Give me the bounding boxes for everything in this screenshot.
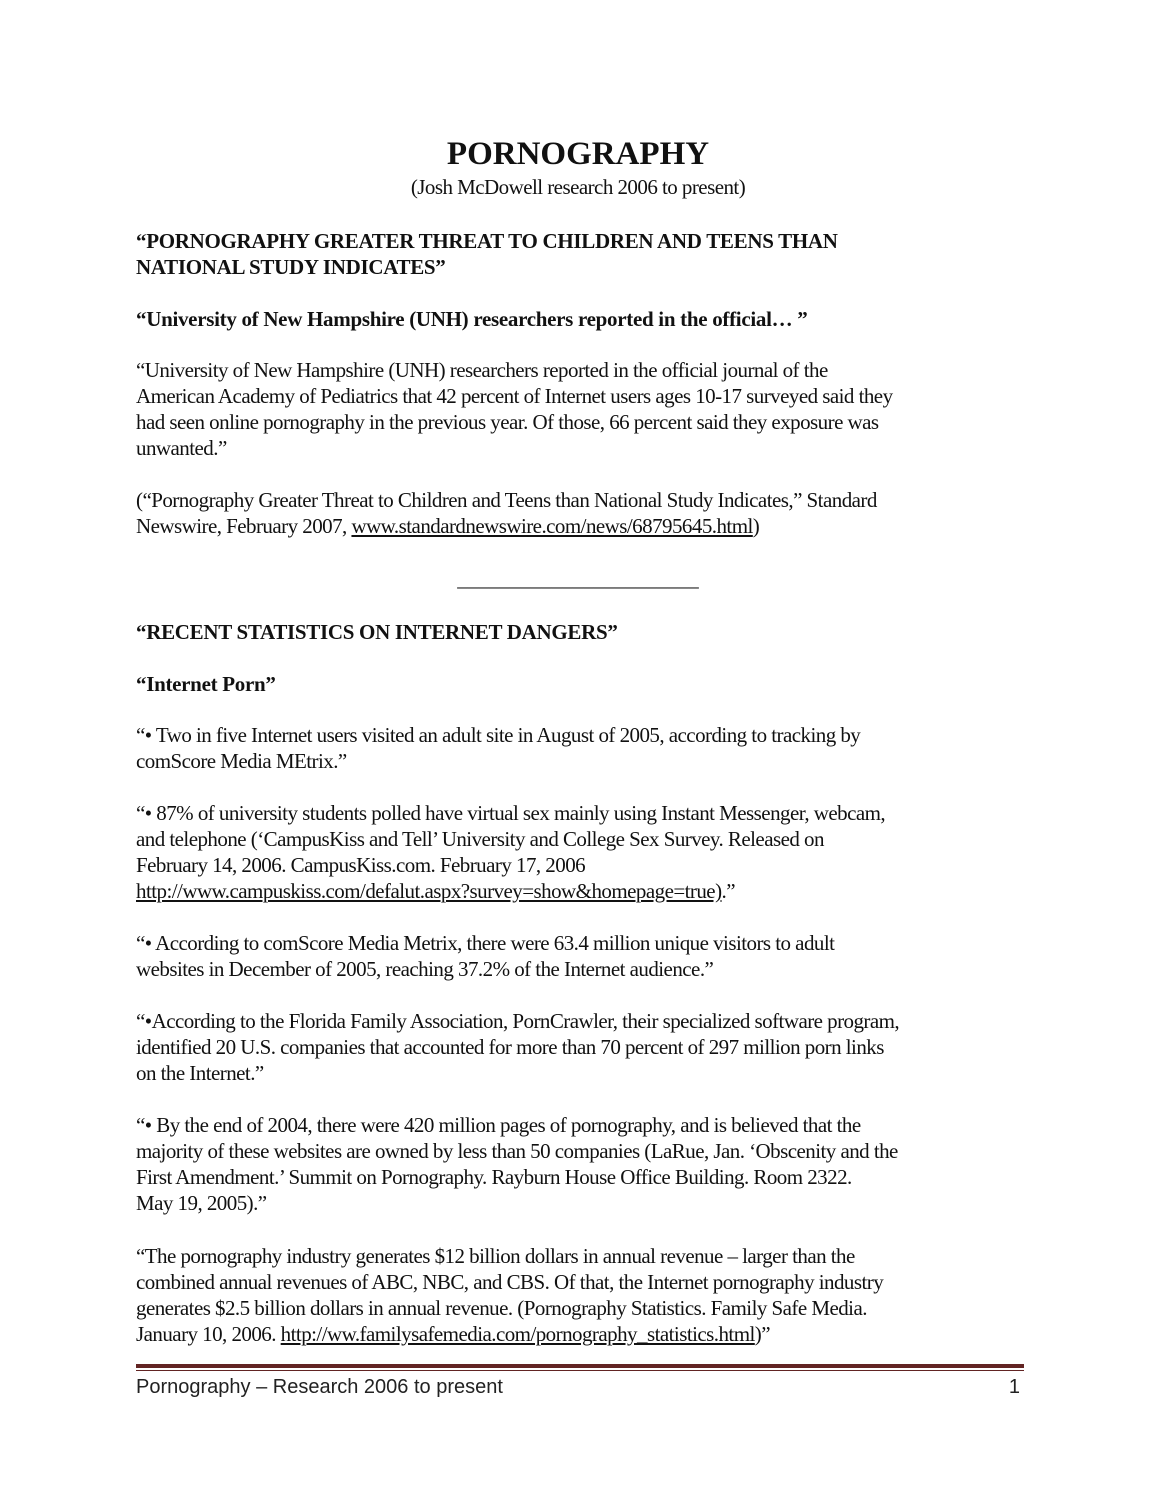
text-line — [136, 1321, 1036, 1347]
text-line: First Amendment.’ Summit on Pornography. Rayburn House Office Building. Room 2322. — [136, 1165, 852, 1189]
text-line: May 19, 2005).” — [136, 1191, 267, 1215]
stat-paragraph — [136, 1243, 1036, 1347]
text-line: “• 87% of university students polled have virtual sex mainly using Instant Messenger, webcam, — [136, 801, 886, 825]
text-line: (“Pornography Greater Threat to Children and Teens than National Study Indicates,” Standard — [136, 488, 877, 512]
text-line: February 14, 2006. CampusKiss.com. February 17, 2006 — [136, 853, 586, 877]
text-line: unwanted.” — [136, 436, 227, 460]
text-line: websites in December of 2005, reaching 37.2% of the Internet audience.” — [136, 957, 714, 981]
section2-heading: “RECENT STATISTICS ON INTERNET DANGERS” — [136, 620, 618, 644]
text-line — [136, 878, 1036, 904]
section2-subheading: “Internet Porn” — [136, 672, 276, 696]
text-line: “The pornography industry generates $12 billion dollars in annual revenue – larger than the — [136, 1244, 855, 1268]
text-line: identified 20 U.S. companies that accounted for more than 70 percent of 297 million porn links — [136, 1035, 884, 1059]
section1-citation — [136, 487, 1036, 539]
section1-paragraph — [136, 357, 1036, 461]
campuskiss-link[interactable]: http://www.campuskiss.com/defalut.aspx?survey=show&homepage=true) — [136, 879, 722, 903]
citation-text: ) — [752, 514, 760, 538]
stat-paragraph — [136, 1008, 1036, 1086]
citation-link[interactable]: www.standardnewswire.com/news/68795645.html — [351, 514, 753, 538]
footer-rule-thin — [136, 1370, 1024, 1371]
text-line: “University of New Hampshire (UNH) researchers reported in the official journal of the — [136, 358, 828, 382]
footer-title: Pornography – Research 2006 to present — [136, 1376, 503, 1398]
text-line: majority of these websites are owned by less than 50 companies (LaRue, Jan. ‘Obscenity and the — [136, 1139, 898, 1163]
text-line: American Academy of Pediatrics that 42 percent of Internet users ages 10-17 surveyed said they — [136, 384, 893, 408]
footer-rule — [136, 1364, 1024, 1368]
text-line: and telephone (‘CampusKiss and Tell’ University and College Sex Survey. Released on — [136, 827, 824, 851]
section-divider: _______________________ — [457, 567, 699, 591]
text-line: generates $2.5 billion dollars in annual revenue. (Pornography Statistics. Family Safe Media. — [136, 1296, 867, 1320]
citation-text: Newswire, February 2007, — [136, 514, 352, 538]
stat-paragraph — [136, 722, 1036, 774]
heading-line: NATIONAL STUDY INDICATES” — [136, 255, 446, 279]
text-line: comScore Media MEtrix.” — [136, 749, 347, 773]
text-line — [136, 513, 1036, 539]
stat-paragraph — [136, 800, 1036, 904]
stat-paragraph — [136, 1112, 1036, 1216]
page-number: 1 — [1008, 1376, 1020, 1398]
text-suffix: )” — [754, 1322, 770, 1346]
text-line: combined annual revenues of ABC, NBC, and CBS. Of that, the Internet pornography industry — [136, 1270, 884, 1294]
text-line: “• According to comScore Media Metrix, there were 63.4 million unique visitors to adult — [136, 931, 835, 955]
heading-line: “PORNOGRAPHY GREATER THREAT TO CHILDREN AND TEENS THAN — [136, 229, 838, 253]
text-prefix: January 10, 2006. — [136, 1322, 281, 1346]
page-footer — [136, 1376, 1020, 1399]
page-title: PORNOGRAPHY — [446, 136, 710, 172]
familysafemedia-link[interactable]: http://ww.familysafemedia.com/pornography_statistics.html — [280, 1322, 755, 1346]
text-line: “•According to the Florida Family Association, PornCrawler, their specialized software program, — [136, 1009, 900, 1033]
section1-heading — [136, 228, 1036, 280]
text-line: “• By the end of 2004, there were 420 million pages of pornography, and is believed that the — [136, 1113, 861, 1137]
text-suffix: .” — [721, 879, 736, 903]
text-line: on the Internet.” — [136, 1061, 264, 1085]
page-subtitle: (Josh McDowell research 2006 to present) — [410, 175, 746, 199]
section1-subheading: “University of New Hampshire (UNH) researchers reported in the official… ” — [136, 307, 808, 331]
stat-paragraph — [136, 930, 1036, 982]
text-line: “• Two in five Internet users visited an adult site in August of 2005, according to tracking by — [136, 723, 861, 747]
text-line: had seen online pornography in the previous year. Of those, 66 percent said they exposure was — [136, 410, 879, 434]
